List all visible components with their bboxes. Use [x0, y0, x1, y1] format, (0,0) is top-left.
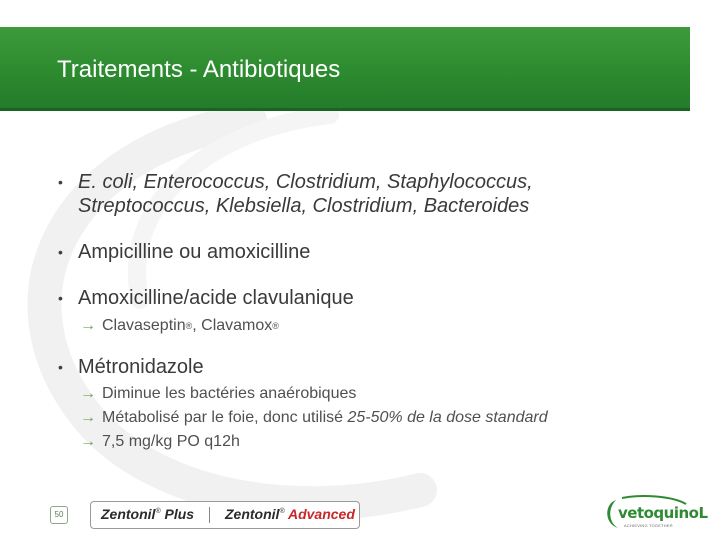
page-number: 50	[50, 506, 68, 524]
registered-mark: ®	[185, 321, 193, 331]
logo-text: vetoquinoL	[618, 504, 708, 522]
bullet-text: Métronidazole	[78, 356, 204, 378]
sub-bullet-text: Clavaseptin	[102, 317, 186, 334]
registered-mark: ®	[272, 321, 279, 331]
arrow-right-icon: →	[80, 409, 96, 426]
registered-mark: ®	[155, 508, 161, 515]
bullet-dot-icon: •	[58, 244, 63, 260]
bullet-dot-icon: •	[58, 290, 63, 306]
arrow-right-icon: →	[80, 433, 96, 450]
bullet-dot-icon: •	[58, 359, 63, 375]
sub-bullet-text: , Clavamox	[192, 317, 273, 334]
slide-title: Traitements - Antibiotiques	[57, 56, 341, 83]
bullet-text-line: E. coli, Enterococcus, Clostridium, Staphylococcus,	[78, 171, 533, 193]
brand-divider	[209, 507, 210, 523]
sub-bullet-item	[80, 430, 240, 454]
zentonil-advanced-logo	[225, 506, 355, 522]
registered-mark: ®	[279, 508, 285, 515]
bullet-text	[78, 170, 678, 218]
sub-bullet-text: Diminue les bactéries anaérobiques	[102, 385, 357, 402]
sub-bullet-text-italic: 25-50% de la dose standard	[347, 409, 548, 426]
zentonil-brand-box	[90, 501, 360, 529]
zentonil-plus-logo	[101, 506, 194, 522]
bullet-text-line: Streptococcus, Klebsiella, Clostridium, Bacteroides	[78, 195, 530, 217]
arrow-right-icon: →	[80, 385, 96, 402]
vetoquinol-logo	[602, 494, 708, 534]
sub-bullet-item	[80, 406, 548, 430]
bullet-dot-icon: •	[58, 174, 63, 190]
brand-name: Zentonil	[225, 506, 280, 522]
logo-tagline: ACHIEVING TOGETHER	[624, 523, 673, 528]
bullet-text: Ampicilline ou amoxicilline	[78, 241, 311, 263]
brand-name: Zentonil	[101, 506, 156, 522]
brand-suffix: Advanced	[287, 506, 355, 522]
arrow-right-icon: →	[80, 317, 96, 334]
sub-bullet-text: Métabolisé par le foie, donc utilisé	[102, 409, 348, 426]
bullet-text: Amoxicilline/acide clavulanique	[78, 287, 354, 309]
sub-bullet-item	[80, 382, 356, 406]
brand-suffix: Plus	[164, 506, 195, 522]
sub-bullet-item	[80, 314, 279, 338]
sub-bullet-text: 7,5 mg/kg PO q12h	[102, 433, 240, 450]
